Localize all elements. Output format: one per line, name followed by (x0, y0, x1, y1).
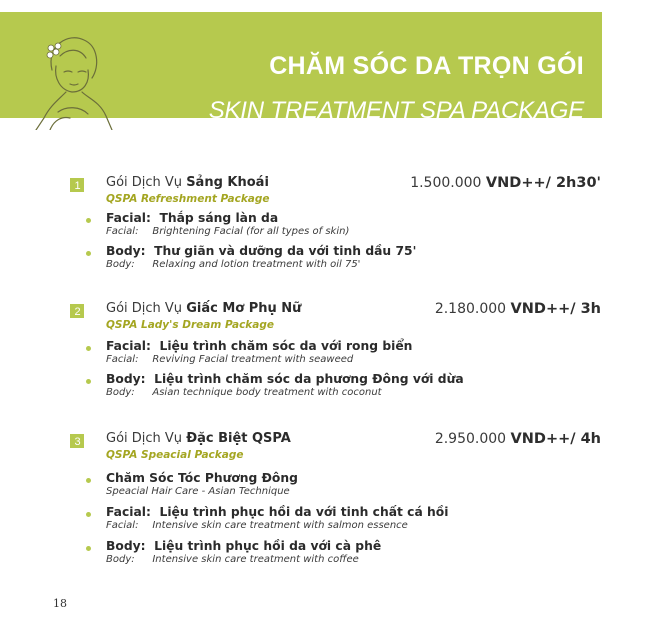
header-banner (0, 12, 602, 124)
item-title: Body: Liệu trình chăm sóc da phương Đông với dừa (106, 372, 464, 386)
item-description: Facial: Brightening Facial (for all types of skin) (106, 226, 350, 237)
list-item (0, 373, 650, 403)
list-item (0, 540, 650, 570)
item-description: Facial: Reviving Facial treatment with seaweed (106, 354, 354, 365)
list-item (0, 472, 650, 502)
list-item (0, 245, 650, 275)
page-number: 18 (53, 597, 67, 610)
number-badge-icon (70, 178, 84, 192)
package-name: Gói Dịch Vụ Sảng Khoái (106, 175, 269, 190)
item-description: Body: Asian technique body treatment with coconut (106, 387, 382, 398)
package-name: Gói Dịch Vụ Đặc Biệt QSPA (106, 431, 291, 446)
item-title: Facial: Liệu trình phục hồi da với tinh chất cá hồi (106, 505, 449, 519)
bullet-icon (86, 346, 91, 351)
item-title: Facial: Liệu trình chăm sóc da với rong biển (106, 339, 413, 353)
list-item (0, 212, 650, 242)
package-subtitle: QSPA Refreshment Package (106, 193, 270, 205)
banner-title-english: SKIN TREATMENT SPA PACKAGE (208, 97, 584, 124)
package-price: 2.180.000 VND++/ 3h (434, 301, 601, 317)
package-price: 1.500.000 VND++/ 2h30' (410, 175, 601, 191)
item-title: Chăm Sóc Tóc Phương Đông (106, 471, 298, 485)
item-title: Facial: Thắp sáng làn da (106, 211, 279, 225)
svg-text:1: 1 (74, 180, 81, 192)
item-description: Facial: Intensive skin care treatment with salmon essence (106, 520, 408, 531)
bullet-icon (86, 512, 91, 517)
bullet-icon (86, 218, 91, 223)
package-name: Gói Dịch Vụ Giấc Mơ Phụ Nữ (106, 301, 302, 316)
item-title: Body: Thư giãn và dưỡng da với tinh dầu 75' (106, 244, 417, 258)
item-description: Speacial Hair Care - Asian Technique (106, 486, 290, 497)
woman-illustration-icon (22, 26, 120, 130)
package-subtitle: QSPA Lady's Dream Package (106, 319, 274, 331)
number-badge-icon (70, 434, 84, 448)
bullet-icon (86, 478, 91, 483)
number-badge-icon (70, 304, 84, 318)
list-item (0, 506, 650, 536)
banner-title-vietnamese: CHĂM SÓC DA TRỌN GÓI (269, 52, 584, 80)
bullet-icon (86, 379, 91, 384)
package-subtitle: QSPA Speacial Package (106, 449, 244, 461)
bullet-icon (86, 546, 91, 551)
item-description: Body: Intensive skin care treatment with coffee (106, 554, 359, 565)
item-title: Body: Liệu trình phục hồi da với cà phê (106, 539, 382, 553)
bullet-icon (86, 251, 91, 256)
list-item (0, 340, 650, 370)
item-description: Body: Relaxing and lotion treatment with oil 75' (106, 259, 361, 270)
svg-text:2: 2 (74, 306, 81, 318)
package-price: 2.950.000 VND++/ 4h (434, 431, 601, 447)
svg-text:3: 3 (74, 436, 81, 448)
